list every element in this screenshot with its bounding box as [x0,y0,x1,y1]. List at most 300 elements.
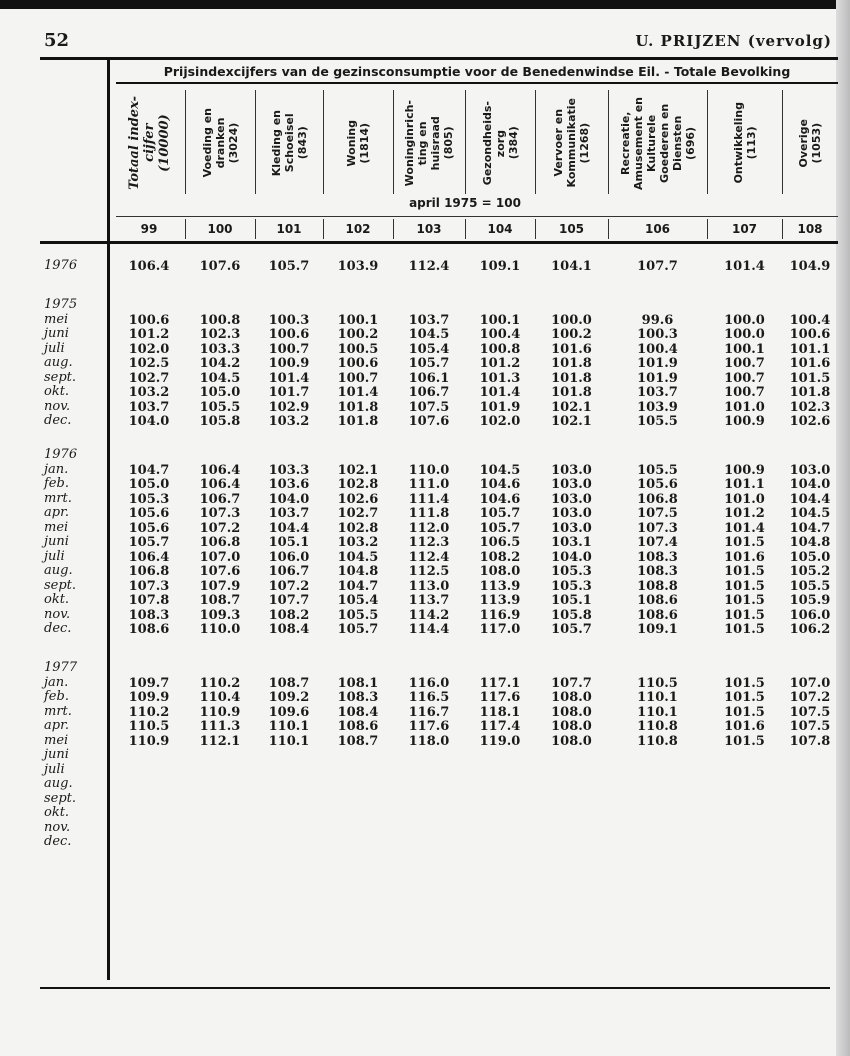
index-value: 105.7 [268,259,310,274]
index-value: 106.5 [479,535,521,550]
index-value: 109.7 [128,675,170,691]
index-value: 111.0 [408,477,450,492]
index-value: 100.4 [789,312,831,328]
index-value: 110.9 [128,733,170,749]
index-value: 112.3 [408,535,450,550]
index-value: 101.1 [789,341,831,357]
month-label: dec. [44,621,72,636]
index-value: 101.7 [268,385,310,400]
column-divider [465,219,466,239]
index-value: 104.8 [337,564,379,579]
index-value: 100.6 [789,327,831,342]
year-label: 1975 [44,297,78,312]
column-divider [608,90,609,194]
index-value: 101.8 [551,370,592,386]
index-value: 118.0 [408,733,450,749]
index-value: 108.3 [128,607,170,623]
index-value: 103.2 [337,535,379,550]
index-value: 102.0 [128,341,170,357]
index-value: 110.1 [268,719,310,734]
index-value: 113.9 [479,578,521,594]
month-label: jan. [44,461,69,477]
index-value: 103.0 [551,477,592,492]
index-value: 109.6 [268,704,310,720]
index-value: 106.0 [268,549,310,565]
index-value: 103.1 [551,535,592,550]
column-header-label: Voeding en dranken (3024) [200,108,240,178]
column-header [185,86,255,200]
index-value: 113.9 [479,593,521,608]
index-value: 108.3 [637,549,678,565]
month-label: mei [44,732,69,748]
index-value: 101.5 [724,564,765,579]
index-value: 100.7 [724,385,765,400]
index-value: 107.5 [408,399,450,415]
index-value: 106.1 [408,370,450,386]
index-value: 100.5 [337,341,379,357]
index-value: 109.2 [268,690,310,705]
index-value: 106.4 [199,462,241,478]
index-value: 99.6 [641,312,674,328]
index-value: 101.8 [789,385,831,400]
index-value: 100.6 [337,356,379,371]
index-value: 103.2 [268,414,310,429]
column-header [608,86,707,200]
column-number: 102 [345,222,371,236]
column-number: 106 [644,222,671,236]
index-value: 110.0 [199,622,241,637]
index-value: 107.6 [199,564,241,579]
index-value: 103.0 [551,462,592,478]
index-value: 104.1 [551,259,592,274]
index-value: 106.4 [128,259,170,274]
index-value: 107.7 [637,259,678,274]
index-value: 105.3 [551,564,592,579]
month-label: aug. [44,563,73,578]
index-value: 103.7 [128,399,170,415]
month-label: feb. [44,476,69,491]
index-value: 101.5 [789,370,831,386]
month-label: nov. [44,398,71,414]
index-value: 105.3 [128,491,170,507]
column-divider [608,219,609,239]
index-value: 104.0 [268,491,310,507]
column-header-label: Recreatie, Amusement en Kulturele Goederen en Diensten (696) [618,96,697,190]
index-value: 106.2 [789,622,831,637]
index-value: 101.9 [637,370,678,386]
index-value: 108.0 [551,719,592,734]
index-value: 100.0 [724,327,765,342]
index-value: 101.5 [724,733,765,749]
index-value: 108.7 [337,733,379,749]
index-value: 102.3 [199,327,241,342]
index-value: 100.8 [199,312,241,328]
index-value: 105.5 [637,462,678,478]
index-value: 100.4 [479,327,521,342]
month-label: juli [44,340,65,356]
index-value: 101.5 [724,704,765,720]
month-label: juli [44,761,65,777]
month-label: mei [44,519,69,535]
index-value: 101.8 [551,356,592,371]
index-value: 104.9 [789,259,831,274]
index-value: 105.7 [479,520,521,536]
index-value: 107.7 [268,593,310,608]
column-divider [255,90,256,194]
index-value: 112.4 [408,549,450,565]
index-value: 101.5 [724,690,765,705]
table-bottom-rule [40,987,830,989]
index-value: 102.5 [128,356,170,371]
index-value: 100.3 [637,327,678,342]
column-header-label: Gezondheids- zorg (384) [480,100,520,186]
index-value: 113.0 [408,578,450,594]
index-value: 105.6 [637,477,678,492]
index-value: 100.7 [268,341,310,357]
index-value: 107.9 [199,578,241,594]
index-value: 105.6 [128,506,170,521]
index-value: 104.0 [551,549,592,565]
index-value: 101.5 [724,622,765,637]
index-value: 101.4 [724,520,765,536]
column-header-label: Vervoer en Kommunikatie (1268) [552,98,591,188]
index-value: 107.5 [637,506,678,521]
index-value: 114.2 [408,607,450,623]
month-label: sept. [44,790,77,806]
index-value: 103.2 [128,385,170,400]
index-value: 105.0 [128,477,170,492]
index-value: 107.3 [128,578,170,594]
index-value: 104.0 [789,477,831,492]
month-label: jan. [44,674,69,690]
index-value: 107.6 [199,259,241,274]
column-header-label: Totaal index- cijfer (10000) [126,96,172,190]
index-value: 108.0 [551,704,592,720]
index-value: 111.3 [199,719,241,734]
index-value: 101.4 [724,259,765,274]
index-value: 101.3 [479,370,521,386]
index-value: 116.5 [408,690,450,705]
month-label: mei [44,311,69,327]
index-value: 117.6 [479,690,521,705]
index-value: 102.9 [268,399,310,415]
index-value: 101.9 [637,356,678,371]
label-column-divider [107,58,110,980]
index-value: 103.7 [408,312,450,328]
column-divider [255,219,256,239]
index-value: 104.5 [199,370,241,386]
page-number: 52 [44,30,70,51]
index-value: 105.7 [479,506,521,521]
index-value: 102.3 [789,399,831,415]
index-value: 100.2 [337,327,379,342]
index-value: 105.8 [199,414,241,429]
index-value: 101.6 [789,356,831,371]
index-value: 106.8 [199,535,241,550]
table-top-rule [40,57,838,60]
month-label: sept. [44,577,77,593]
year-label: 1977 [44,660,78,675]
month-label: mrt. [44,703,72,719]
index-value: 110.4 [199,690,241,705]
month-label: juni [44,534,69,549]
index-value: 104.5 [479,462,521,478]
index-value: 108.3 [637,564,678,579]
index-value: 108.2 [479,549,521,565]
index-value: 108.6 [637,607,678,623]
index-value: 119.0 [479,733,521,749]
index-value: 105.7 [128,535,170,550]
column-header [465,86,535,200]
index-value: 109.9 [128,690,170,705]
index-value: 103.9 [337,259,379,274]
index-value: 117.6 [408,719,450,734]
month-label: nov. [44,819,71,835]
index-value: 108.1 [337,675,379,691]
index-value: 100.0 [724,312,765,328]
month-label: juni [44,326,69,341]
column-divider [323,90,324,194]
index-value: 105.7 [408,356,450,371]
index-value: 101.9 [479,399,521,415]
index-value: 101.5 [724,535,765,550]
column-number: 105 [558,222,585,236]
index-value: 104.5 [337,549,379,565]
column-number: 100 [207,222,233,236]
column-divider [185,219,186,239]
column-divider [323,219,324,239]
index-value: 102.1 [551,414,592,429]
index-value: 100.9 [724,414,765,429]
index-value: 105.0 [789,549,831,565]
index-value: 106.7 [408,385,450,400]
index-value: 100.1 [479,312,521,328]
index-value: 105.1 [551,593,592,608]
index-value: 103.3 [268,462,310,478]
index-value: 107.5 [789,704,831,720]
column-header [707,86,782,200]
index-value: 110.1 [268,733,310,749]
index-value: 107.6 [408,414,450,429]
column-header [535,86,608,200]
index-value: 108.8 [637,578,678,594]
index-value: 104.5 [408,327,450,342]
index-value: 101.1 [724,477,765,492]
index-value: 106.8 [637,491,678,507]
index-value: 107.3 [637,520,678,536]
index-value: 110.1 [637,704,678,720]
index-value: 105.4 [337,593,379,608]
index-value: 105.7 [551,622,592,637]
month-label: aug. [44,776,73,791]
index-value: 112.1 [199,733,241,749]
column-divider [465,90,466,194]
index-value: 101.5 [724,675,765,691]
index-value: 107.7 [551,675,592,691]
column-header [323,86,393,200]
month-label: apr. [44,505,69,520]
index-value: 109.3 [199,607,241,623]
index-value: 114.4 [408,622,450,637]
index-value: 117.4 [479,719,521,734]
index-value: 117.0 [479,622,521,637]
column-number: 108 [797,222,823,236]
index-value: 101.0 [724,491,765,507]
index-value: 101.8 [337,414,379,429]
index-value: 100.7 [337,370,379,386]
index-value: 110.5 [128,719,170,734]
column-number: 101 [276,222,302,236]
column-number: 99 [140,222,158,236]
month-label: sept. [44,369,77,385]
index-value: 107.8 [789,733,831,749]
column-divider [535,219,536,239]
index-value: 105.5 [637,414,678,429]
index-value: 107.2 [789,690,831,705]
column-header-label: Kleding en Schoeisel (843) [269,109,309,177]
index-value: 104.0 [128,414,170,429]
number-row-top-rule [116,216,838,217]
index-value: 105.9 [789,593,831,608]
page-binding-edge [836,0,850,1056]
index-value: 107.2 [199,520,241,536]
index-value: 101.2 [479,356,521,371]
index-value: 109.1 [637,622,678,637]
index-value: 105.0 [199,385,241,400]
index-value: 100.6 [128,312,170,328]
index-value: 101.4 [268,370,310,386]
index-value: 102.0 [479,414,521,429]
index-value: 118.1 [479,704,521,720]
index-value: 100.1 [337,312,379,328]
index-value: 104.6 [479,477,521,492]
index-value: 101.4 [337,385,379,400]
month-label: apr. [44,718,69,733]
index-value: 108.6 [637,593,678,608]
column-divider [535,90,536,194]
index-value: 103.0 [551,491,592,507]
month-label: juni [44,747,69,762]
column-header [113,86,185,200]
table-title: Prijsindexcijfers van de gezinsconsumptie voor de Benedenwindse Eil. - Totale Bevolking [163,64,791,79]
index-value: 117.1 [479,675,521,691]
index-value: 108.0 [479,564,521,579]
index-value: 111.8 [408,506,450,521]
index-value: 105.5 [199,399,241,415]
index-value: 106.7 [268,564,310,579]
index-value: 110.8 [637,733,678,749]
index-value: 100.0 [551,312,592,328]
month-label: okt. [44,592,70,607]
month-label: juli [44,548,65,564]
index-value: 108.7 [199,593,241,608]
index-value: 104.6 [479,491,521,507]
index-value: 106.0 [789,607,831,623]
index-value: 103.6 [268,477,310,492]
column-divider [707,219,708,239]
header-bottom-rule [40,241,838,244]
column-divider [185,90,186,194]
index-value: 109.1 [479,259,521,274]
index-value: 100.7 [724,370,765,386]
column-header-label: Woninginrich- ting en huisraad (805) [403,99,455,187]
month-label: nov. [44,606,71,622]
index-value: 116.0 [408,675,450,691]
column-number: 103 [416,222,442,236]
index-value: 105.8 [551,607,592,623]
index-value: 116.9 [479,607,521,623]
index-value: 102.7 [128,370,170,386]
column-number: 104 [487,222,513,236]
index-value: 102.6 [789,414,831,429]
index-value: 112.0 [408,520,450,536]
column-header-label: Woning (1814) [345,119,371,167]
index-value: 106.7 [199,491,241,507]
index-value: 110.8 [637,719,678,734]
index-value: 107.0 [199,549,241,565]
index-value: 103.0 [551,506,592,521]
index-value: 107.4 [637,535,678,550]
year-label: 1976 [44,447,78,462]
column-divider [782,90,783,194]
index-value: 105.5 [789,578,831,594]
index-value: 108.6 [337,719,379,734]
index-value: 104.7 [337,578,379,594]
year-label: 1976 [44,258,78,273]
index-value: 110.9 [199,704,241,720]
index-value: 100.6 [268,327,310,342]
index-value: 105.1 [268,535,310,550]
month-label: okt. [44,384,70,399]
index-value: 103.0 [789,462,831,478]
index-value: 102.8 [337,520,379,536]
index-value: 101.0 [724,399,765,415]
index-value: 113.7 [408,593,450,608]
index-value: 101.6 [724,549,765,565]
index-value: 100.9 [268,356,310,371]
index-value: 100.9 [724,462,765,478]
column-number: 107 [731,222,758,236]
section-title: U. PRIJZEN (vervolg) [635,32,832,50]
index-value: 102.8 [337,477,379,492]
column-divider [782,219,783,239]
index-value: 100.7 [724,356,765,371]
index-value: 108.0 [551,733,592,749]
index-value: 101.2 [724,506,765,521]
month-label: aug. [44,355,73,370]
index-value: 106.4 [128,549,170,565]
column-divider [393,90,394,194]
index-value: 104.5 [789,506,831,521]
column-divider [707,90,708,194]
index-value: 103.7 [268,506,310,521]
base-period-note: april 1975 = 100 [409,196,521,210]
index-value: 101.5 [724,593,765,608]
index-value: 105.4 [408,341,450,357]
index-value: 110.2 [199,675,241,691]
column-divider [393,219,394,239]
month-label: okt. [44,805,70,820]
index-value: 112.4 [408,259,450,274]
index-value: 104.2 [199,356,241,371]
index-value: 100.4 [637,341,678,357]
month-label: dec. [44,413,72,428]
column-header-label: Overige (1053) [797,118,823,168]
title-rule [116,82,838,84]
index-value: 110.5 [637,675,678,691]
index-value: 103.7 [637,385,678,400]
index-value: 108.4 [268,622,310,637]
